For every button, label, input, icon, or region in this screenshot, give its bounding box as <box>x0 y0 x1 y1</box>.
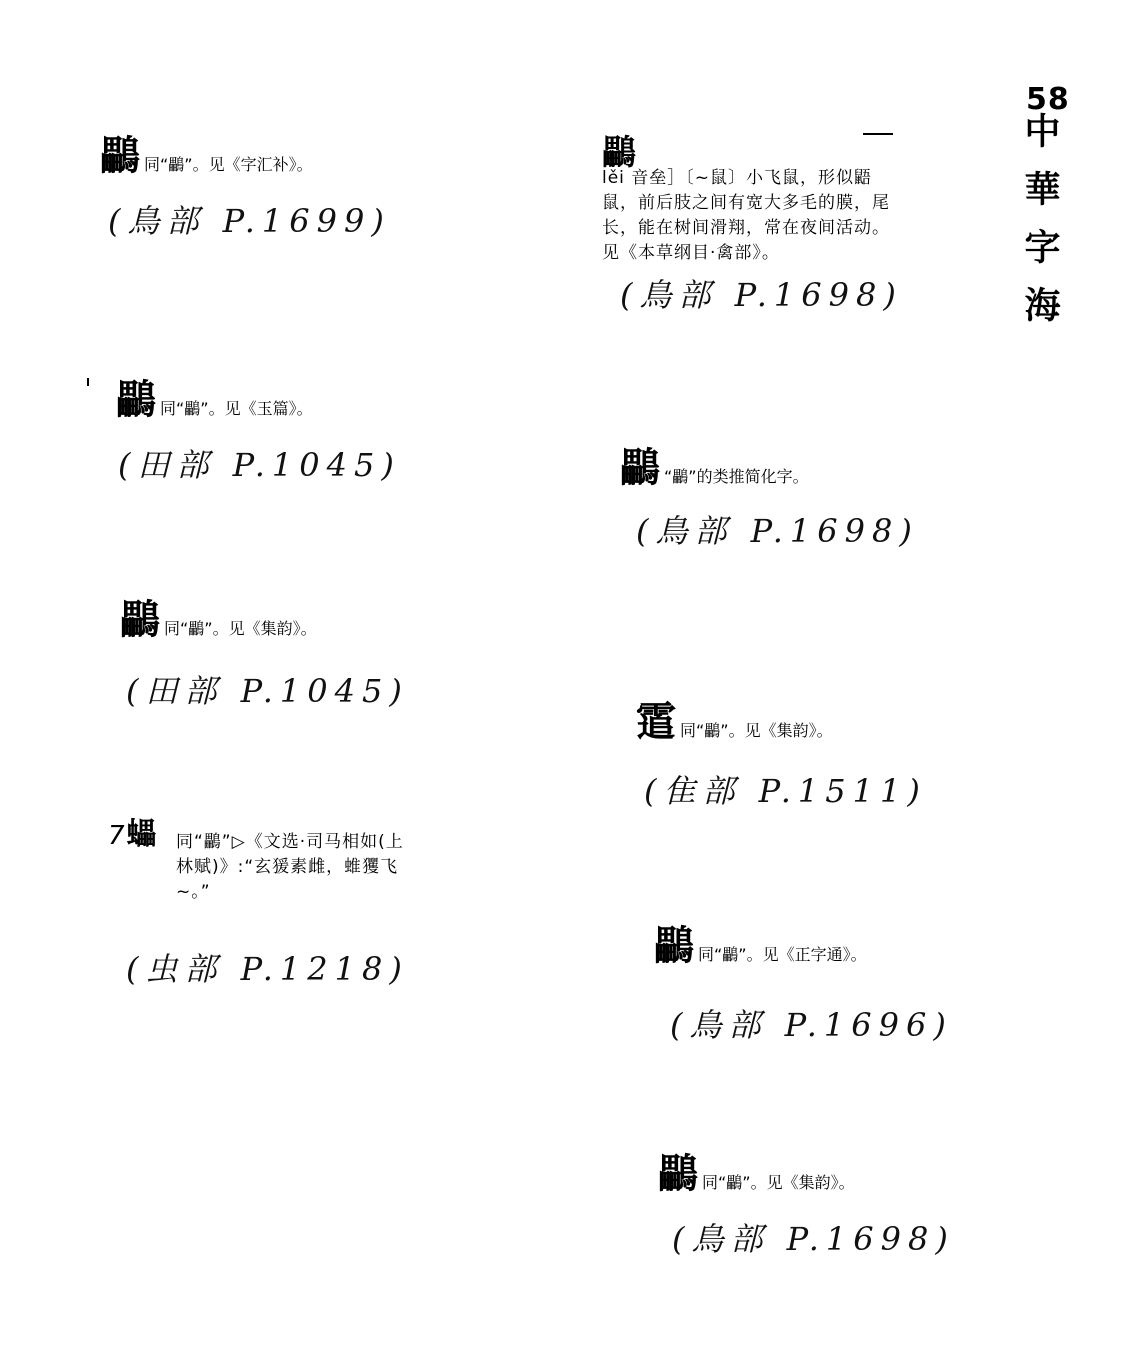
entry-right-4 <box>654 924 867 968</box>
handwritten-note: (鳥部 P.1698) <box>672 1220 955 1258</box>
headword: 鸓 <box>654 923 694 969</box>
handwritten-note: (田部 P.1045) <box>126 672 409 710</box>
handwritten-note: (虫部 P.1218) <box>126 950 409 988</box>
headword: 鸓 <box>658 1151 698 1197</box>
handwritten-note: (鳥部 P.1698) <box>636 512 919 550</box>
definition: 同“鸓”。见《集韵》。 <box>164 619 317 638</box>
handwritten-note: (鳥部 P.1699) <box>108 202 391 240</box>
scan-speck <box>87 378 89 386</box>
definition: 同“鸓”。见《集韵》。 <box>680 721 833 740</box>
handwritten-note: (田部 P.1045) <box>118 446 401 484</box>
headword: 鸓 <box>116 377 156 423</box>
entry-right-1 <box>602 134 898 266</box>
handwritten-note: (鳥部 P.1696) <box>670 1006 953 1044</box>
entry-left-1 <box>100 134 313 178</box>
definition: 同“鸓”。见《玉篇》。 <box>160 399 313 418</box>
headword: 鸓 <box>120 597 160 643</box>
headword: 䨨 <box>636 699 676 745</box>
definition: lěi 音垒］〔~鼠〕小飞鼠，形似鼯鼠，前后肢之间有宽大多毛的膜，尾长，能在树间滑翔，常在夜间活动。见《本草纲目·禽部》。 <box>602 168 890 263</box>
definition: 同“鸓”。见《正字通》。 <box>698 945 867 964</box>
definition: “鸓”的类推简化字。 <box>664 467 809 486</box>
definition: 同“鸓”。见《集韵》。 <box>702 1173 855 1192</box>
entry-left-3 <box>120 598 317 642</box>
entry-left-2 <box>116 378 313 422</box>
handwritten-note: (鳥部 P.1698) <box>620 276 903 314</box>
entry-right-2 <box>620 446 809 490</box>
entry-left-4 <box>108 817 408 902</box>
handwritten-mark: 7 <box>108 821 125 851</box>
definition: 同“鸓”。见《字汇补》。 <box>144 155 313 174</box>
headword: 鸓 <box>620 445 660 491</box>
headword: 蠝 <box>126 817 157 852</box>
handwritten-note: (隹部 P.1511) <box>644 772 927 810</box>
definition: 同“鸓”▷《文选·司马相如(上林赋)》:“玄猨素雌，蜼玃飞~。” <box>176 832 404 902</box>
headword: 鸓 <box>100 133 140 179</box>
entry-right-5 <box>658 1152 855 1196</box>
page-number: 58 <box>1026 82 1070 117</box>
entry-right-3 <box>636 700 833 744</box>
headword: 鸓 <box>602 133 636 173</box>
book-title: 中華字海 <box>1019 112 1060 344</box>
